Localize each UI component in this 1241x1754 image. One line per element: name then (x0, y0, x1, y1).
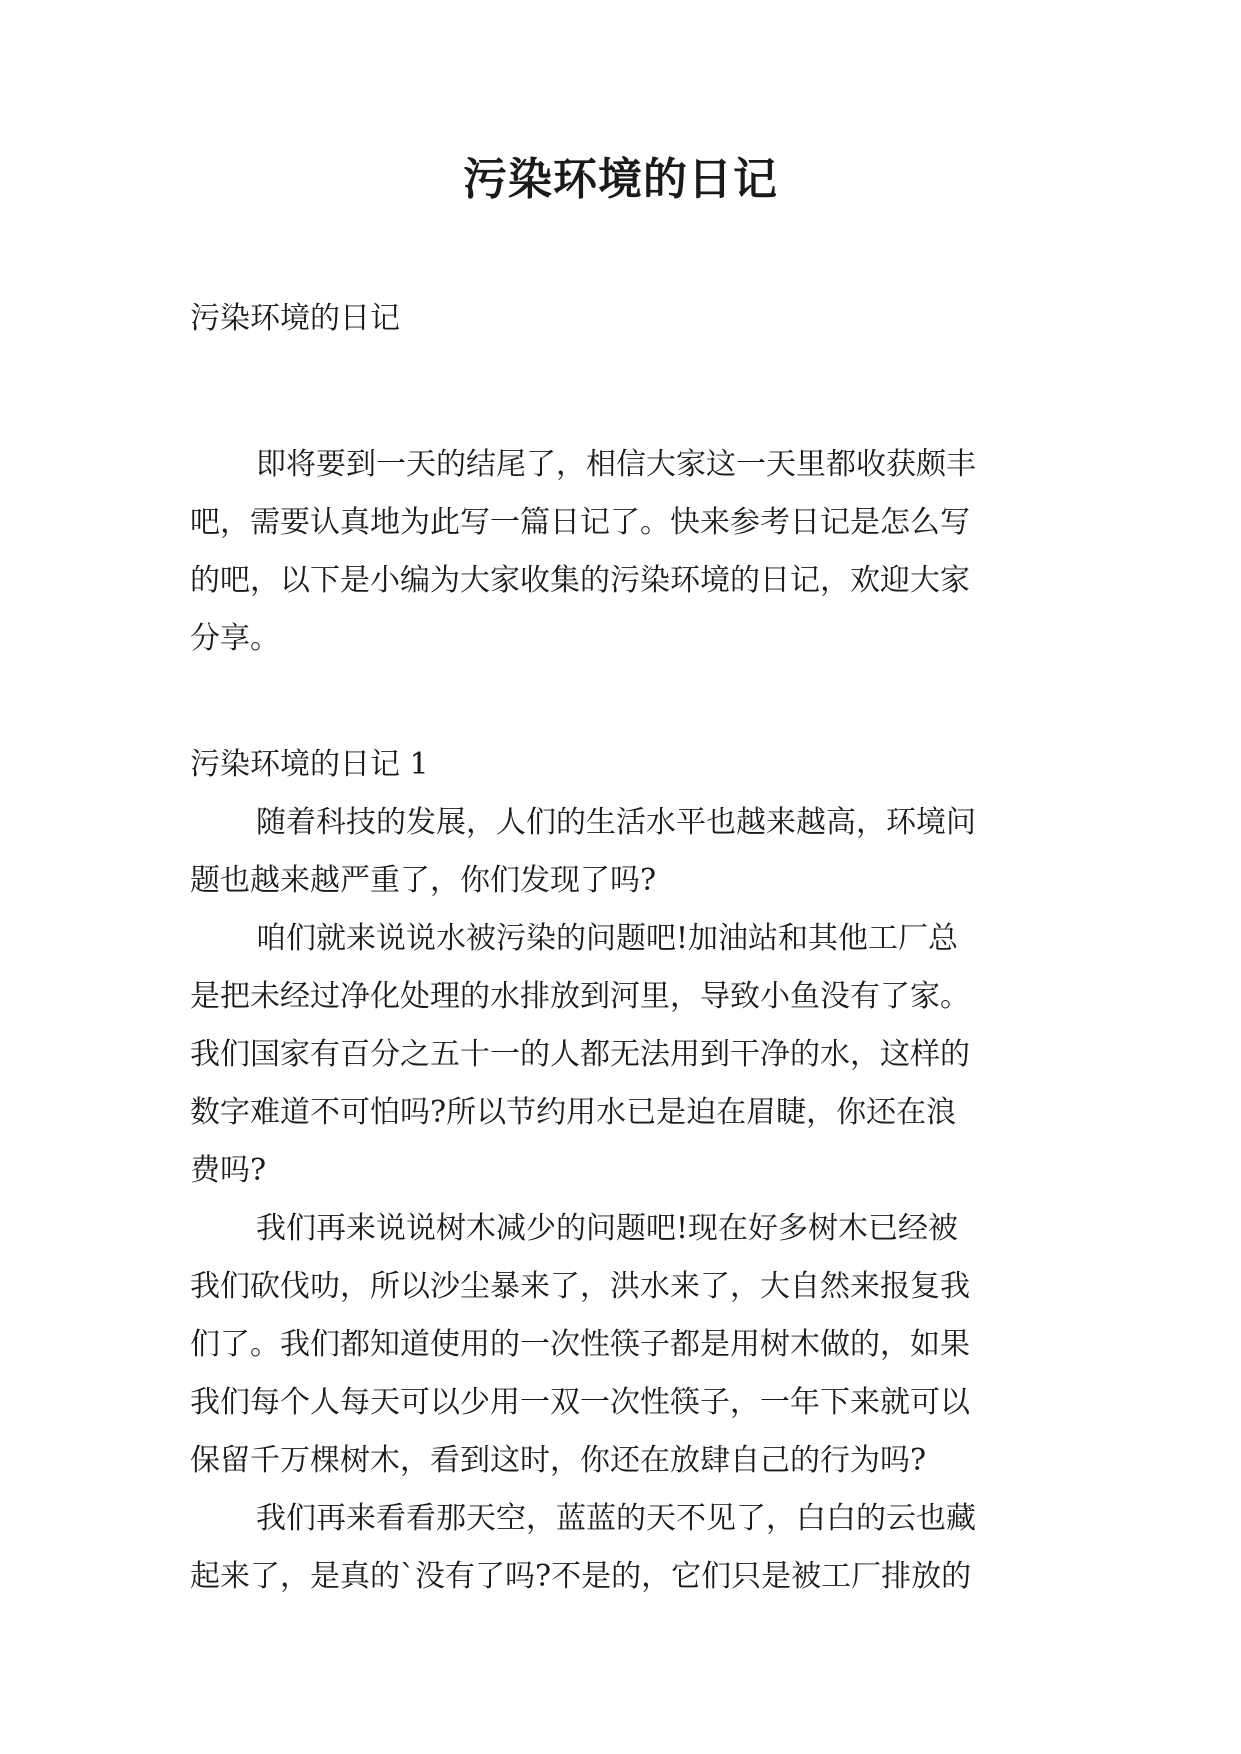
paragraph-line: 我们再来说说树木减少的问题吧!现在好多树木已经被 (256, 1211, 959, 1246)
paragraph-line: 题也越来越严重了，你们发现了吗? (190, 863, 657, 898)
intro-paragraph (190, 436, 1070, 668)
document-subtitle: 污染环境的日记 (190, 301, 400, 336)
intro-line: 的吧，以下是小编为大家收集的污染环境的日记，欢迎大家 (190, 563, 970, 598)
intro-line: 分享。 (190, 621, 280, 656)
paragraph (190, 794, 1070, 910)
paragraph-line: 是把未经过净化处理的水排放到河里，导致小鱼没有了家。 (190, 979, 970, 1014)
paragraph-line: 们了。我们都知道使用的一次性筷子都是用树木做的，如果 (190, 1327, 970, 1362)
paragraph (190, 910, 1070, 1200)
intro-line: 即将要到一天的结尾了，相信大家这一天里都收获颇丰 (256, 447, 976, 482)
paragraph-line: 保留千万棵树木，看到这时，你还在放肆自己的行为吗? (190, 1443, 927, 1478)
paragraph (190, 1490, 1070, 1606)
section-heading: 污染环境的日记 1 (190, 747, 429, 782)
paragraph-line: 随着科技的发展，人们的生活水平也越来越高，环境问 (256, 805, 976, 840)
paragraph-line: 咱们就来说说水被污染的问题吧!加油站和其他工厂总 (256, 921, 959, 956)
paragraph-line: 我们每个人每天可以少用一双一次性筷子，一年下来就可以 (190, 1385, 970, 1420)
intro-line: 吧，需要认真地为此写一篇日记了。快来参考日记是怎么写 (190, 505, 970, 540)
paragraph-line: 起来了，是真的`没有了吗?不是的，它们只是被工厂排放的 (190, 1559, 972, 1594)
document-title: 污染环境的日记 (463, 154, 778, 205)
document-body (190, 290, 1070, 1606)
paragraph-line: 我们国家有百分之五十一的人都无法用到干净的水，这样的 (190, 1037, 970, 1072)
paragraph-line: 费吗? (190, 1153, 267, 1188)
paragraph-line: 我们砍伐叻，所以沙尘暴来了，洪水来了，大自然来报复我 (190, 1269, 970, 1304)
paragraph-line: 我们再来看看那天空，蓝蓝的天不见了，白白的云也藏 (256, 1501, 976, 1536)
paragraph-line: 数字难道不可怕吗?所以节约用水已是迫在眉睫，你还在浪 (190, 1095, 957, 1130)
paragraph (190, 1200, 1070, 1490)
